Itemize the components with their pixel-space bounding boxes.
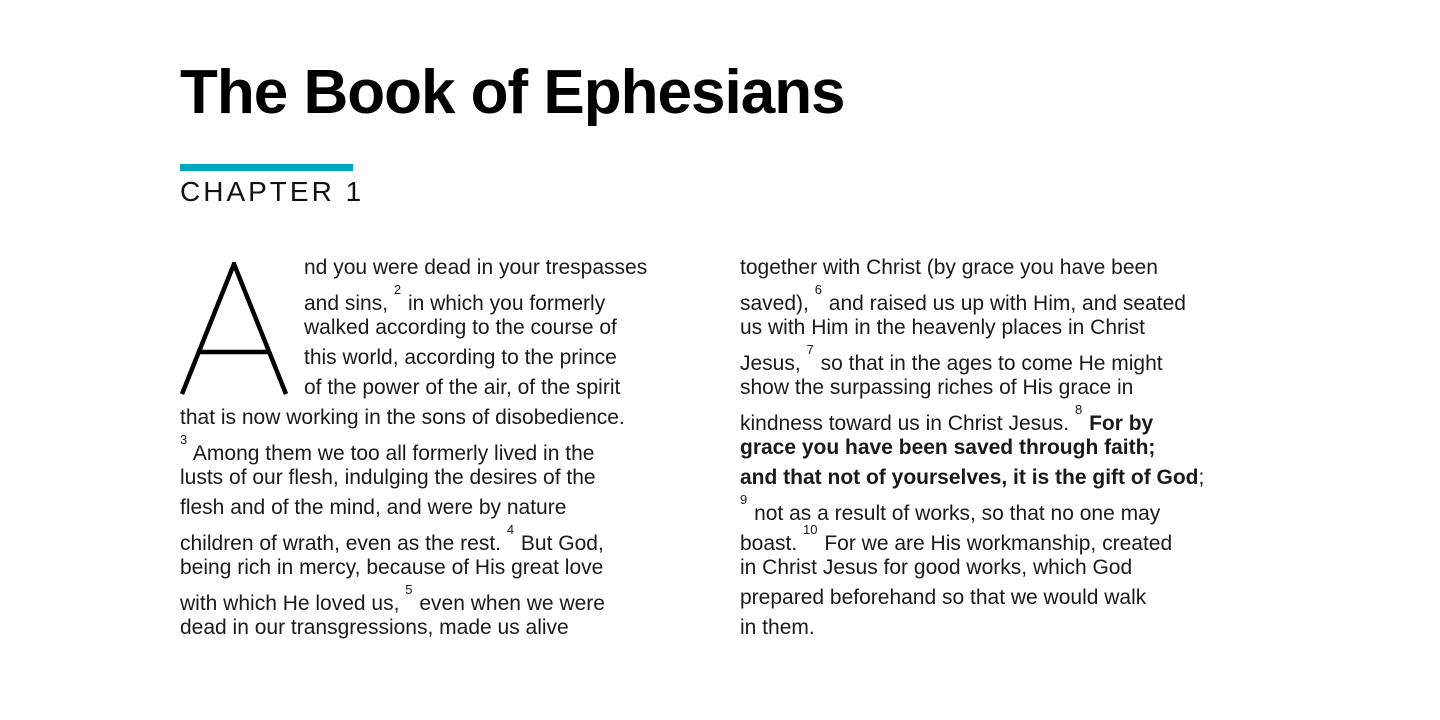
- verse-text: Jesus,: [740, 352, 807, 375]
- text-line: [180, 343, 710, 373]
- text-line: [180, 433, 710, 463]
- verse-text: so that in the ages to come He might: [814, 352, 1163, 375]
- text-line: [740, 313, 1270, 343]
- verse-number: 9: [740, 492, 748, 507]
- text-line: [740, 403, 1270, 433]
- scripture-column-right: [740, 253, 1270, 643]
- verse-text: this world, according to the prince: [304, 346, 617, 369]
- chapter-heading: CHAPTER 1: [180, 176, 365, 207]
- emphasized-text: For by: [1089, 412, 1154, 435]
- verse-text: and raised us up with Him, and seated: [822, 292, 1186, 315]
- emphasized-text: grace you have been saved through faith;: [740, 436, 1156, 459]
- verse-text: kindness toward us in Christ Jesus.: [740, 412, 1075, 435]
- verse-text: being rich in mercy, because of His great love: [180, 556, 604, 579]
- verse-text: nd you were dead in your trespasses: [304, 256, 648, 279]
- text-line: [740, 373, 1270, 403]
- verse-text: boast.: [740, 532, 804, 555]
- verse-text: But God,: [515, 532, 604, 555]
- text-line: [180, 613, 710, 643]
- text-line: [740, 463, 1270, 493]
- verse-text: prepared beforehand so that we would walk: [740, 586, 1147, 609]
- text-line: [180, 493, 710, 523]
- text-line: [740, 253, 1270, 283]
- verse-text: of the power of the air, of the spirit: [304, 376, 621, 399]
- text-line: [180, 583, 710, 613]
- text-line: [180, 373, 710, 403]
- verse-text: even when we were: [413, 592, 605, 615]
- text-line: [740, 433, 1270, 463]
- text-line: [180, 253, 710, 283]
- verse-number: 10: [803, 522, 818, 537]
- verse-text: walked according to the course of: [304, 316, 617, 339]
- verse-number: 6: [814, 282, 822, 297]
- text-line: [740, 283, 1270, 313]
- emphasized-text: and that not of yourselves, it is the gift of God: [740, 466, 1199, 489]
- text-line: [180, 283, 710, 313]
- verse-text: that is now working in the sons of disobedience.: [180, 406, 625, 429]
- scripture-column-left: [180, 253, 710, 643]
- verse-text: us with Him in the heavenly places in Christ: [740, 316, 1146, 339]
- text-line: [740, 523, 1270, 553]
- verse-text: dead in our transgressions, made us alive: [180, 616, 569, 639]
- verse-text: flesh and of the mind, and were by nature: [180, 496, 567, 519]
- verse-text: children of wrath, even as the rest.: [180, 532, 507, 555]
- verse-text: and sins,: [304, 292, 394, 315]
- verse-text: in which you formerly: [402, 292, 606, 315]
- text-line: [180, 523, 710, 553]
- text-line: [740, 343, 1270, 373]
- text-line: [180, 313, 710, 343]
- page-title: The Book of Ephesians: [180, 58, 845, 127]
- verse-text: ;: [1198, 466, 1205, 489]
- verse-text: in Christ Jesus for good works, which God: [740, 556, 1133, 579]
- verse-number: 5: [405, 582, 413, 597]
- verse-text: together with Christ (by grace you have been: [740, 256, 1158, 279]
- text-line: [740, 613, 1270, 643]
- verse-text: show the surpassing riches of His grace in: [740, 376, 1134, 399]
- chapter-accent-bar: [180, 164, 353, 171]
- verse-number: 2: [393, 282, 402, 297]
- text-line: [740, 583, 1270, 613]
- text-line: [180, 553, 710, 583]
- verse-text: not as a result of works, so that no one may: [748, 502, 1161, 525]
- verse-text: saved),: [740, 292, 815, 315]
- verse-text: with which He loved us,: [180, 592, 406, 615]
- text-line: [740, 553, 1270, 583]
- verse-number: 8: [1074, 402, 1083, 417]
- verse-number: 3: [180, 432, 188, 447]
- text-line: [740, 493, 1270, 523]
- text-line: [180, 403, 710, 433]
- verse-text: Among them we too all formerly lived in the: [188, 442, 595, 465]
- verse-text: in them.: [740, 616, 815, 639]
- text-line: [180, 463, 710, 493]
- verse-number: 4: [506, 522, 515, 537]
- verse-number: 7: [806, 342, 814, 357]
- verse-text: For we are His workmanship, created: [818, 532, 1173, 555]
- verse-text: lusts of our flesh, indulging the desires of the: [180, 466, 596, 489]
